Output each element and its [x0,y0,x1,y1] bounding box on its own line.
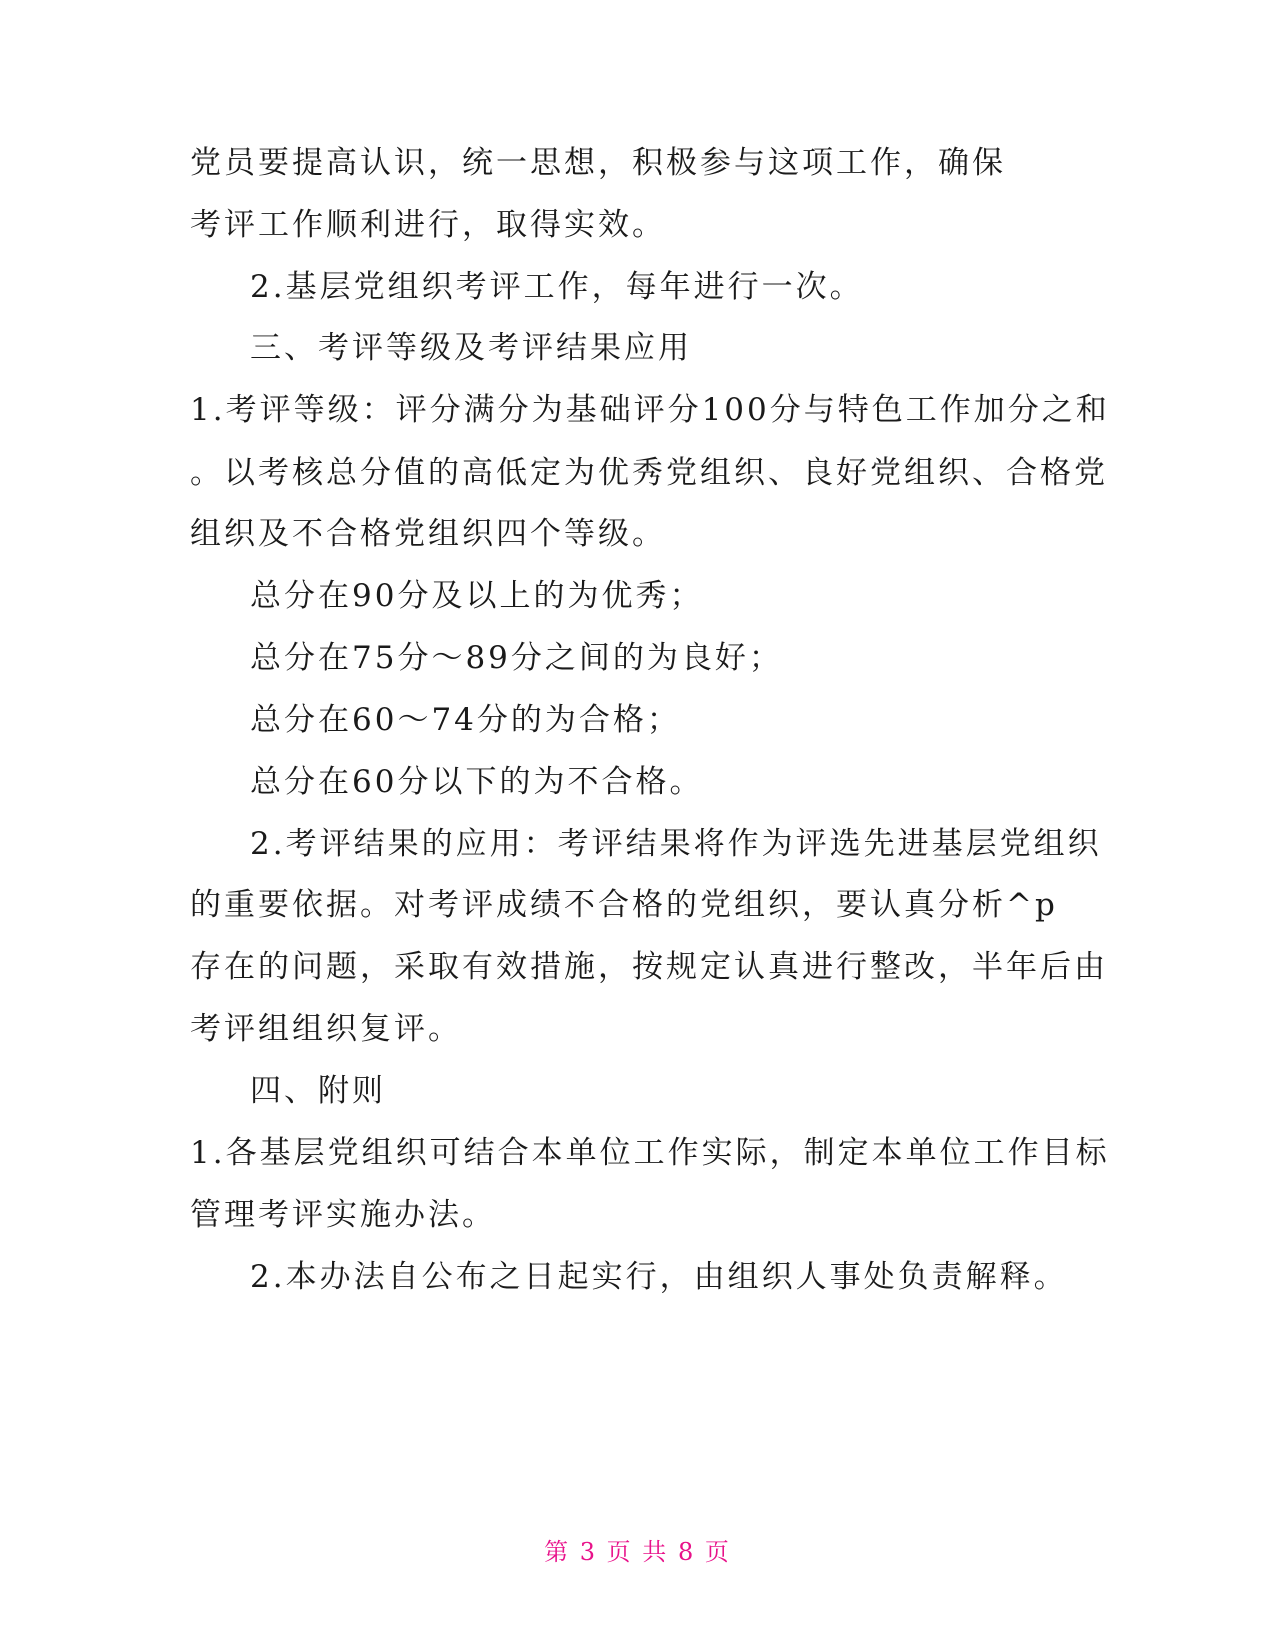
body-line: 组织及不合格党组织四个等级。 [190,516,666,552]
body-line: 2.基层党组织考评工作，每年进行一次。 [250,269,864,305]
body-line: 总分在60～74分的为合格； [250,702,681,738]
body-line: 的重要依据。对考评成绩不合格的党组织，要认真分析^p [190,887,1058,923]
body-line: 考评工作顺利进行，取得实效。 [190,207,666,243]
body-line: 考评组组织复评。 [190,1011,462,1047]
section-heading: 四、附则 [250,1073,386,1109]
body-line: 1.各基层党组织可结合本单位工作实际，制定本单位工作目标 [190,1135,1110,1171]
body-line: 总分在60分以下的为不合格。 [250,764,704,800]
body-line: 党员要提高认识，统一思想，积极参与这项工作，确保 [190,145,1006,181]
section-heading: 三、考评等级及考评结果应用 [250,330,692,366]
page-number-footer: 第 3 页 共 8 页 [544,1538,731,1566]
body-line: 2.考评结果的应用：考评结果将作为评选先进基层党组织 [250,826,1102,862]
body-line: 总分在75分～89分之间的为良好； [250,640,783,676]
body-line: 管理考评实施办法。 [190,1197,496,1233]
body-line: 1.考评等级：评分满分为基础评分100分与特色工作加分之和 [190,392,1110,428]
body-line: 存在的问题，采取有效措施，按规定认真进行整改，半年后由 [190,949,1108,985]
body-line: 总分在90分及以上的为优秀； [250,578,704,614]
body-line: 。以考核总分值的高低定为优秀党组织、良好党组织、合格党 [190,455,1108,491]
body-line: 2.本办法自公布之日起实行，由组织人事处负责解释。 [250,1259,1068,1295]
